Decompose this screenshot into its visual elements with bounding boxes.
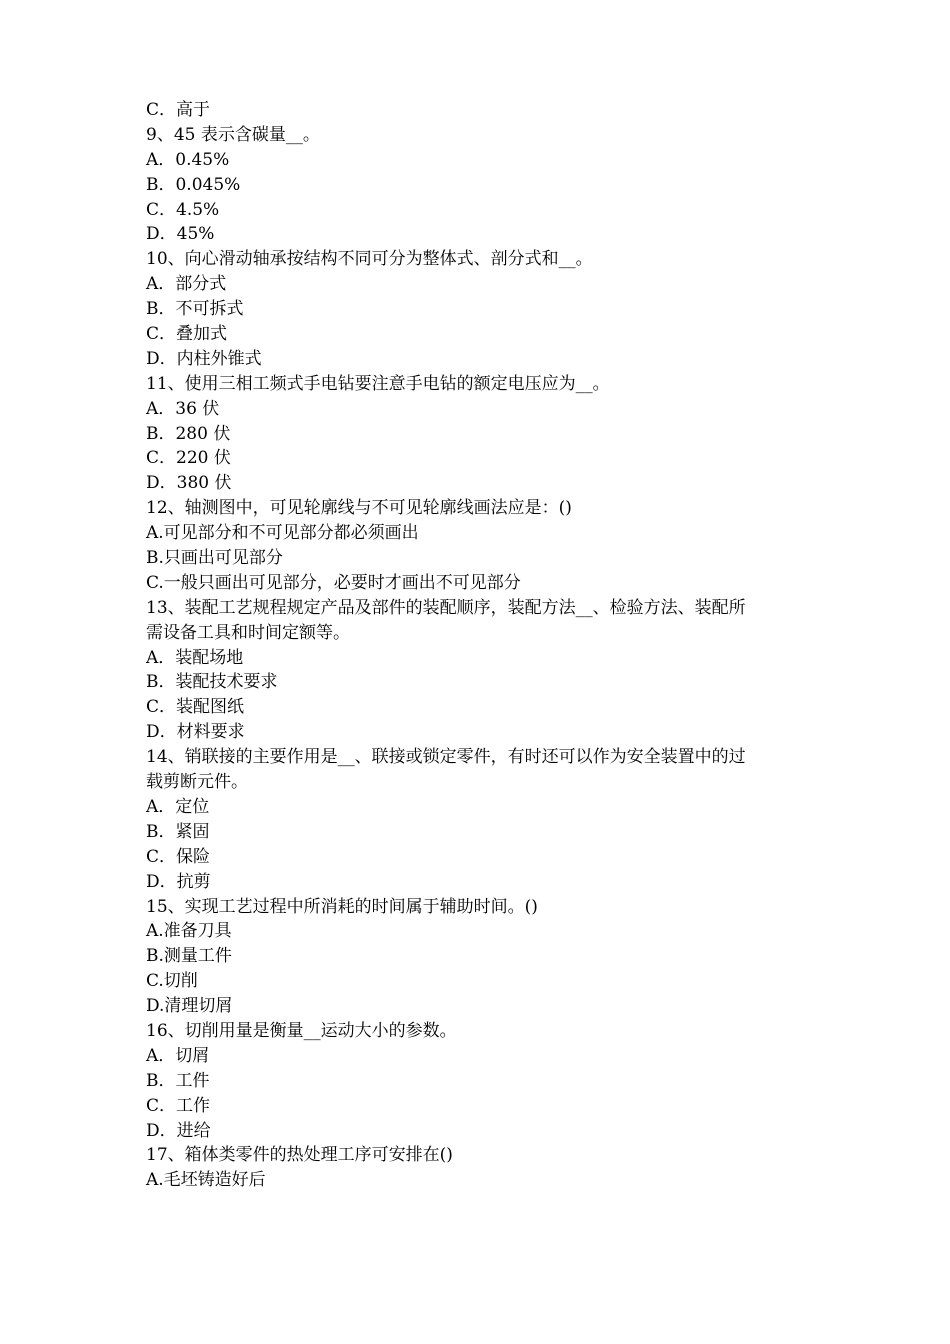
question-16: 16、切削用量是衡量__运动大小的参数。 (146, 1020, 457, 1041)
option-c-line: C．装配图纸 (146, 697, 245, 718)
option-c-line: C．叠加式 (146, 324, 228, 345)
question-10: 10、向心滑动轴承按结构不同可分为整体式、剖分式和__。 (146, 249, 593, 270)
option-d-line: D．材料要求 (146, 722, 245, 743)
option-b-line: B.测量工件 (146, 946, 232, 967)
question-14: 14、销联接的主要作用是__、联接或锁定零件，有时还可以作为安全装置中的过 (146, 747, 746, 768)
option-c-line: C．保险 (146, 846, 211, 867)
option-c-line: C.切削 (146, 971, 198, 992)
option-d-line: D．进给 (146, 1120, 211, 1141)
question-13: 13、装配工艺规程规定产品及部件的装配顺序，装配方法__、检验方法、装配所 (146, 597, 746, 618)
option-a-line: A.毛坯铸造好后 (146, 1170, 266, 1191)
option-d-line: D．内柱外锥式 (146, 348, 262, 369)
option-a-line: A．0.45% (146, 149, 230, 170)
option-b-line: B．工件 (146, 1070, 210, 1091)
option-b-line: B.只画出可见部分 (146, 548, 283, 569)
question-13-continued: 需设备工具和时间定额等。 (146, 622, 350, 643)
option-a-line: A．部分式 (146, 274, 227, 295)
question-15: 15、实现工艺过程中所消耗的时间属于辅助时间。() (146, 896, 538, 917)
question-14-continued: 载剪断元件。 (146, 772, 248, 793)
question-11: 11、使用三相工频式手电钻要注意手电钻的额定电压应为__。 (146, 373, 610, 394)
option-d-line: D．抗剪 (146, 871, 211, 892)
option-c-line: C．4.5% (146, 199, 220, 220)
option-a-line: A．36 伏 (146, 398, 220, 419)
option-b-line: B．不可拆式 (146, 299, 244, 320)
option-a-line: A.准备刀具 (146, 921, 232, 942)
document-page (146, 98, 826, 1193)
option-b-line: B．0.045% (146, 174, 241, 195)
option-c-line: C．高于 (146, 100, 211, 120)
question-12: 12、轴测图中，可见轮廓线与不可见轮廓线画法应是：() (146, 498, 572, 519)
option-c-line: C．工作 (146, 1095, 211, 1116)
option-c-line: C．220 伏 (146, 448, 231, 469)
question-17: 17、箱体类零件的热处理工序可安排在() (146, 1145, 453, 1166)
option-b-line: B．280 伏 (146, 423, 231, 444)
option-b-line: B．装配技术要求 (146, 672, 278, 693)
option-d-line: D．45% (146, 224, 215, 245)
option-b-line: B．紧固 (146, 821, 210, 842)
option-a-line: A．切屑 (146, 1045, 210, 1066)
question-9: 9、45 表示含碳量__。 (146, 124, 320, 145)
option-d-line: D．380 伏 (146, 473, 232, 494)
option-a-line: A．装配场地 (146, 647, 244, 668)
option-a-line: A．定位 (146, 796, 210, 817)
option-c-line: C.一般只画出可见部分，必要时才画出不可见部分 (146, 572, 521, 593)
option-d-line: D.清理切屑 (146, 996, 233, 1017)
option-a-line: A.可见部分和不可见部分都必须画出 (146, 523, 419, 544)
